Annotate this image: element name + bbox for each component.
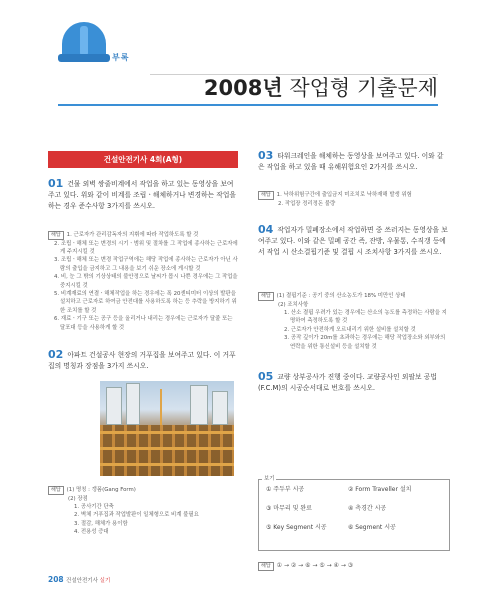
answer-item: 2. 작업장 정리정돈 불량 — [278, 200, 336, 207]
page-title-year: 2008년 — [203, 76, 283, 100]
option-2: ② Form Traveller 설치 — [348, 486, 412, 493]
option-4: ④ 측경간 시공 — [348, 505, 387, 512]
answer-1 — [48, 231, 238, 332]
answer-tag: 해답 — [48, 486, 64, 495]
answer-item: 4. 전용성 증대 — [74, 529, 109, 536]
question-text: 아파트 건설공사 현장의 거푸집을 보여주고 있다. 이 거푸집의 명칭과 장점을 3가지 쓰시오. — [48, 351, 236, 370]
answer-item: 2. 조립ㆍ해체 또는 변경의 시기ㆍ범위 및 절차를 그 작업에 종사하는 근로자에게 주지시킬 것 — [54, 240, 238, 255]
answer-item: (2) 장점 — [68, 495, 88, 502]
appendix-label: 부록 — [112, 53, 130, 62]
question-1 — [48, 178, 238, 212]
answer-item: 1. 산소 결핍 우려가 있는 경우에는 산소의 농도를 측정하는 사람을 지명하여 측정하도록 할 것 — [284, 309, 447, 325]
answer-item: 1. 공사기간 단축 — [74, 503, 114, 510]
question-number: 02 — [48, 348, 64, 361]
question-5 — [258, 371, 448, 394]
footer-book: 건설안전기사 — [66, 578, 98, 584]
question-text: 타워크레인을 해체하는 동영상을 보여주고 있다. 이와 같은 작업을 하고 있을 때 유해위험요인 2가지를 쓰시오. — [258, 152, 444, 171]
option-5: ⑤ Key Segment 시공 — [266, 524, 327, 531]
page-number: 208 — [48, 575, 64, 584]
question-number: 03 — [258, 149, 274, 162]
page-title-rest: 작업형 기출문제 — [282, 76, 438, 100]
options-box-label: 보기 — [264, 476, 275, 482]
footer-book-title — [66, 576, 110, 584]
answer-item: 3. 조립ㆍ해체 또는 변경 작업구역에는 해당 작업에 종사하는 근로자가 아닌 사람의 출입을 금지하고 그 내용을 보기 쉬운 장소에 게시할 것 — [54, 257, 238, 272]
answer-tag: 해답 — [258, 191, 274, 200]
answer-tag: 해답 — [258, 292, 274, 301]
answer-4 — [258, 292, 448, 351]
helmet-icon — [58, 22, 110, 66]
question-text: 교량 상부공사가 진행 중이다. 교량공사인 외팔보 공법(F.C.M)의 시공순서대로 번호를 쓰시오. — [258, 373, 437, 392]
question-2 — [48, 349, 238, 372]
question-3 — [258, 150, 448, 173]
answer-item: 1. 낙하위험구간에 출입금지 미조치로 낙하재해 발생 위험 — [276, 192, 412, 198]
answer-tag: 해답 — [258, 562, 274, 571]
answer-item: 2. 벽체 거푸집과 작업발판이 일체형으로 비계 불필요 — [74, 512, 199, 519]
answer-item: 3. 공작 깊이가 20m를 초과하는 경우에는 해당 작업장소와 외부와의 연락을 위한 통신설비 등을 설치할 것 — [284, 335, 446, 350]
question-number: 01 — [48, 177, 64, 190]
gang-form-photo — [100, 381, 234, 476]
answer-3 — [258, 191, 448, 208]
answer-item: 5. 비계재료의 연결ㆍ해체작업을 하는 경우에는 폭 20센티미터 이상의 발판을 설치하고 근로자로 하여금 안전대를 사용하도록 하는 등 추락을 방지하기 위한 조치를 할 것 — [54, 290, 237, 314]
answer-item: 4. 비, 눈 그 밖의 기상상태의 불안정으로 날씨가 몹시 나쁜 경우에는 그 작업을 중지시킬 것 — [54, 274, 238, 289]
question-4 — [258, 224, 448, 258]
question-text: 작업자가 밀폐장소에서 작업하면 중 쓰러지는 동영상을 보여주고 있다. 이와 같은 밀폐 공간 즉, 잔방, 우물통, 수직갱 등에서 작업 시 산소결핍기준 및 결핍 시 조치사항 3가지를 쓰시오. — [258, 226, 448, 256]
question-number: 04 — [258, 223, 274, 236]
answer-2 — [48, 486, 238, 537]
question-text: 건물 외벽 쌍줄비계에서 작업을 하고 있는 동영상을 보여주고 있다. 위와 같이 비계를 조립ㆍ해체하거나 변경하는 작업을 하는 경우 준수사항 3가지를 쓰시오. — [48, 180, 236, 210]
answer-item: 3. 절감, 해체가 용이함 — [74, 520, 128, 527]
answer-5 — [258, 562, 448, 571]
answer-sequence: ① → ② → ⑥ → ⑤ → ④ → ③ — [276, 562, 354, 569]
answer-item: (2) 조치사항 — [278, 301, 309, 308]
option-6: ⑥ Segment 시공 — [348, 524, 396, 531]
answer-item: 6. 재료ㆍ기구 또는 공구 등을 올리거나 내리는 경우에는 근로자가 달줄 또는 달포대 등을 사용하게 할 것 — [54, 316, 233, 331]
page-title — [204, 72, 438, 102]
footer-sub: 실기 — [99, 578, 111, 584]
option-3: ③ 마무리 및 완료 — [266, 505, 312, 512]
answer-item: (1) 결핍기준 : 공기 중의 산소농도가 18% 미만인 상태 — [276, 293, 406, 299]
answer-item: 2. 근로자가 안전하게 오르내리기 위한 설비를 설치할 것 — [284, 326, 416, 333]
option-1: ① 주두부 시공 — [266, 486, 305, 493]
title-underline — [58, 104, 438, 106]
answer-item: 1. 근로자가 관리감독자의 지휘에 따라 작업하도록 할 것 — [66, 232, 199, 238]
answer-tag: 해답 — [48, 231, 64, 240]
section-title: 건설안전기사 4회(A형) — [48, 151, 238, 168]
answer-item: (1) 명칭 : 갱폼(Gang Form) — [66, 487, 136, 493]
question-number: 05 — [258, 370, 274, 383]
